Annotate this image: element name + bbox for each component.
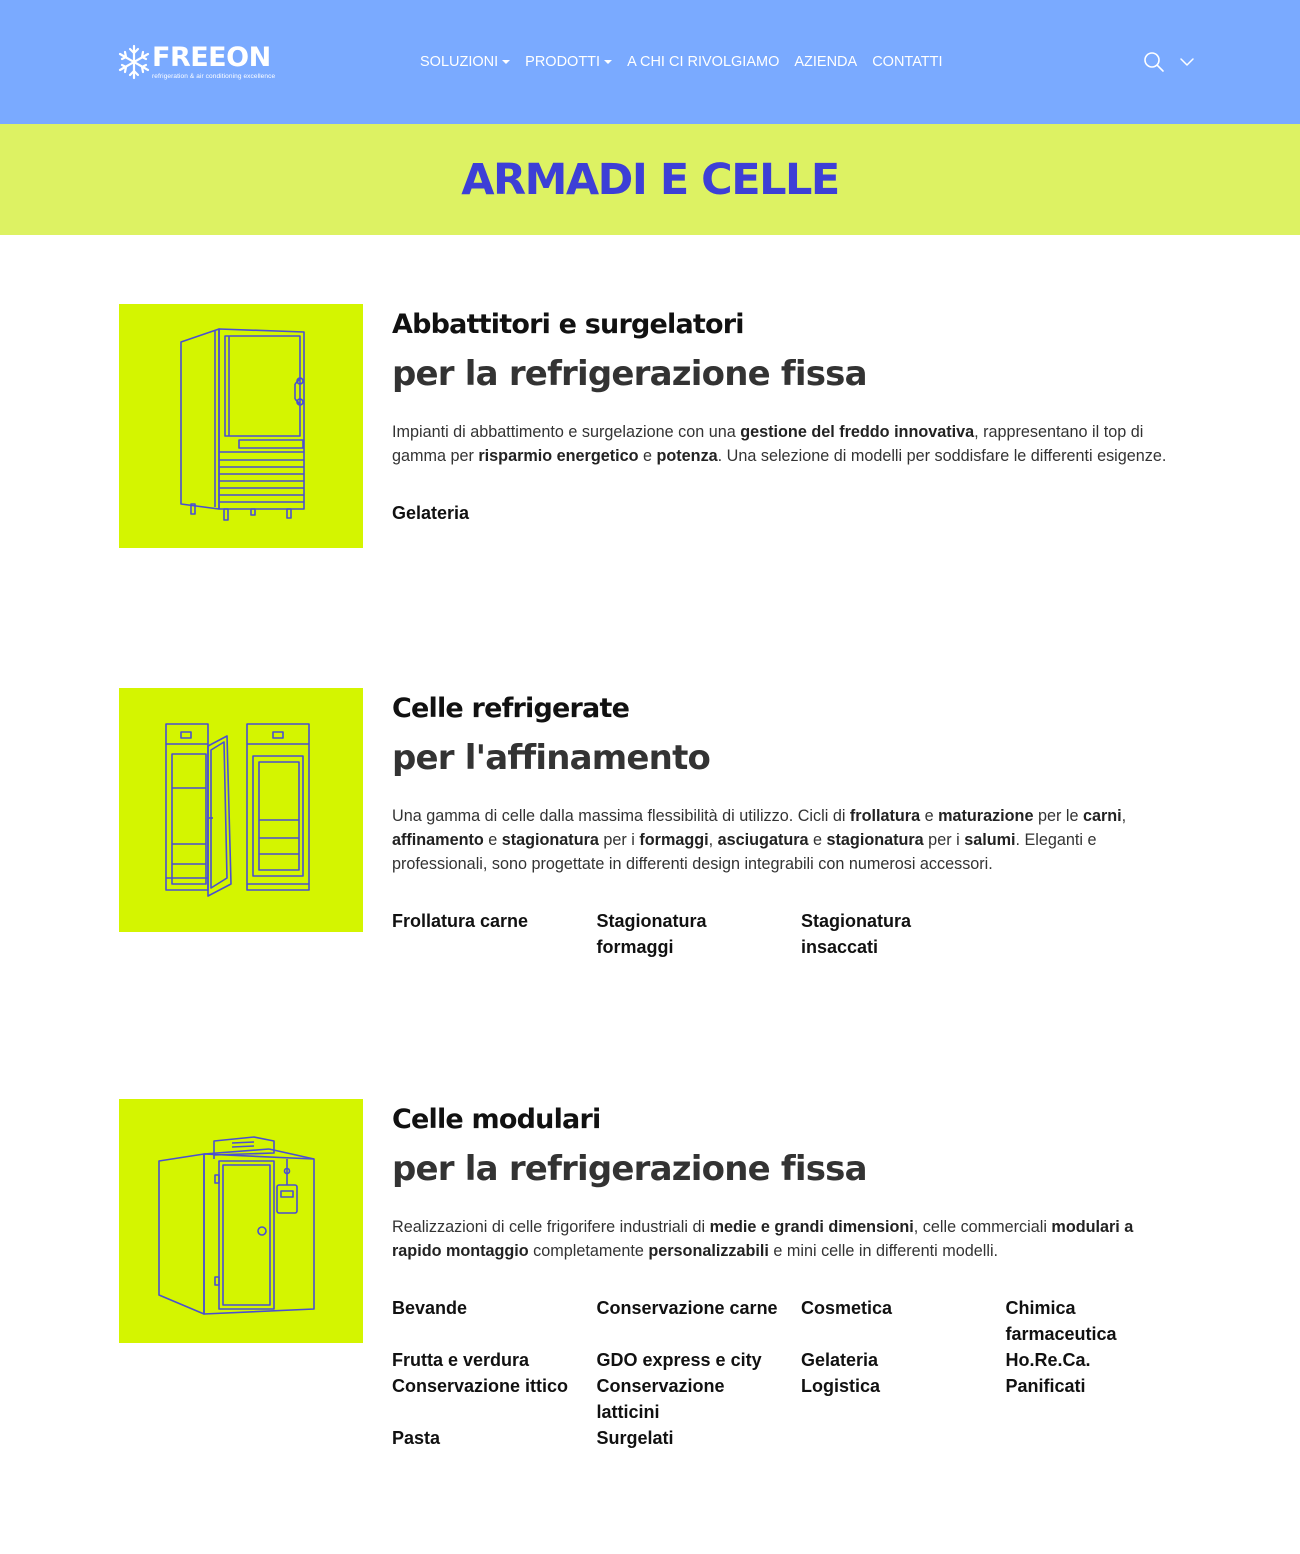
product-title[interactable]: Abbattitori e surgelatori [392,309,744,340]
description-text: per i [923,831,965,849]
tag-link[interactable]: Conservazione latticini [596,1376,725,1422]
description-text: Impianti di abbattimento e surgelazione con una [392,423,741,441]
tag-link[interactable]: Surgelati [596,1428,674,1448]
logo-wordmark: FREEON [152,41,271,73]
logo[interactable] [118,36,288,88]
description-text: e [483,831,502,849]
product-description [392,420,1184,468]
description-text: per i [598,831,640,849]
tag-list [392,908,1192,960]
tag-link[interactable]: Conservazione carne [596,1298,778,1318]
description-emphasis: frollatura [849,807,921,825]
nav-contatti[interactable] [872,54,942,70]
tag-link[interactable]: Stagionatura insaccati [801,911,912,957]
chevron-down-icon[interactable] [1179,54,1195,70]
description-emphasis: stagionatura [501,831,599,849]
nav-a-chi-ci-rivolgiamo[interactable] [627,54,779,70]
product-content [392,304,1192,526]
product-subtitle: per la refrigerazione fissa [392,1149,867,1189]
nav-label: PRODOTTI [525,54,601,70]
tag-link[interactable]: Chimica farmaceutica [1005,1298,1117,1344]
product-content [392,688,1192,960]
description-emphasis: affinamento [392,831,484,849]
tag-link[interactable]: Frutta e verdura [392,1350,530,1370]
page-title: ARMADI E CELLE [461,154,839,205]
nav-label: CONTATTI [872,54,943,70]
product-image[interactable] [119,304,363,548]
product-description [392,804,1184,876]
nav-azienda[interactable] [794,54,857,70]
description-emphasis: modulari a rapido montaggio [392,1218,1134,1260]
description-text: per le [1033,807,1083,825]
logo-tagline: refrigeration & air conditioning excellence [152,72,276,80]
description-emphasis: risparmio energetico [478,447,639,465]
product-image[interactable] [119,688,363,932]
product-title[interactable]: Celle modulari [392,1104,601,1135]
tag-link[interactable]: Frollatura carne [392,911,529,931]
description-text: e [638,447,657,465]
tag-link[interactable]: Gelateria [801,1350,879,1370]
description-text: , [708,831,718,849]
modular-cold-room-icon [119,1099,363,1343]
nav-label: A CHI CI RIVOLGIAMO [627,54,780,70]
description-emphasis: carni [1082,807,1122,825]
tag-link[interactable]: Logistica [801,1376,881,1396]
tag-link[interactable]: Stagionatura formaggi [596,911,707,957]
product-image[interactable] [119,1099,363,1343]
nav-label: AZIENDA [794,54,858,70]
main-nav [420,52,958,72]
search-icon[interactable] [1142,50,1166,74]
nav-label: SOLUZIONI [420,54,499,70]
nav-soluzioni[interactable] [420,54,510,70]
description-text: e [808,831,827,849]
tag-link[interactable]: Bevande [392,1298,468,1318]
product-description [392,1215,1184,1263]
description-text: . Eleganti e professionali, sono progettate in differenti design integrabili con numerosi accessori. [392,831,1097,873]
description-emphasis: formaggi [639,831,709,849]
caret-down-icon [502,60,510,64]
description-emphasis: personalizzabili [648,1242,769,1260]
product-title[interactable]: Celle refrigerate [392,693,630,724]
description-emphasis: asciugatura [717,831,809,849]
tag-link[interactable]: Ho.Re.Ca. [1005,1350,1091,1370]
description-emphasis: gestione del freddo innovativa [740,423,975,441]
description-text: , rappresentano il top di gamma per [392,423,1144,465]
tag-link[interactable]: Conservazione ittico [392,1376,569,1396]
tag-link[interactable]: GDO express e city [596,1350,762,1370]
description-text: completamente [528,1242,649,1260]
tag-link[interactable]: Pasta [392,1428,441,1448]
tag-link[interactable]: Gelateria [392,503,470,523]
description-emphasis: maturazione [938,807,1034,825]
description-text: Una gamma di celle dalla massima flessibilità di utilizzo. Cicli di [392,807,850,825]
description-emphasis: potenza [656,447,718,465]
tag-list [392,1295,1192,1451]
description-emphasis: medie e grandi dimensioni [709,1218,914,1236]
product-subtitle: per l'affinamento [392,738,711,778]
description-text: , [1121,807,1127,825]
tag-link[interactable]: Panificati [1005,1376,1086,1396]
blast-chiller-icon [119,304,363,548]
aging-cabinets-icon [119,688,363,932]
product-content [392,1099,1192,1451]
description-text: . Una selezione di modelli per soddisfare le differenti esigenze. [717,447,1167,465]
tag-list [392,500,1192,526]
description-emphasis: stagionatura [826,831,924,849]
description-text: e mini celle in differenti modelli. [768,1242,999,1260]
snowflake-icon [118,36,150,88]
description-emphasis: salumi [964,831,1016,849]
nav-prodotti[interactable] [525,54,612,70]
description-text: e [920,807,939,825]
description-text: , celle commerciali [913,1218,1052,1236]
caret-down-icon [604,60,612,64]
tag-link[interactable]: Cosmetica [801,1298,893,1318]
product-subtitle: per la refrigerazione fissa [392,354,867,394]
page-title-band [0,124,1300,235]
description-text: Realizzazioni di celle frigorifere industriali di [392,1218,710,1236]
site-header [0,0,1300,124]
